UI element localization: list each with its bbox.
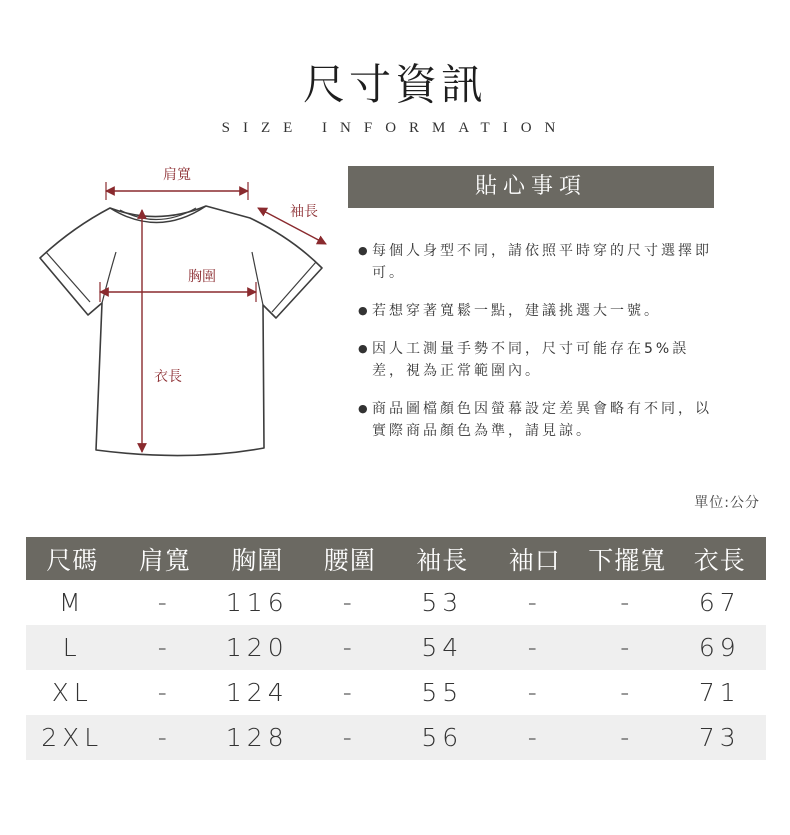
- table-header-row: [26, 537, 766, 580]
- column-header: 袖長: [396, 537, 489, 580]
- notice-item: ● 若想穿著寬鬆一點，建議挑選大一號。: [358, 300, 718, 322]
- table-cell: 55: [421, 678, 464, 707]
- notice-list: [358, 240, 718, 458]
- chest-label: 胸圍: [188, 269, 216, 285]
- table-cell: -: [489, 715, 582, 760]
- table-cell: -: [304, 625, 397, 670]
- bullet-icon: ●: [358, 402, 371, 415]
- column-header: 腰圍: [304, 537, 397, 580]
- column-header: 衣長: [674, 537, 767, 580]
- table-cell: -: [119, 715, 212, 760]
- table-cell: 124: [225, 678, 289, 707]
- table-cell: M: [58, 588, 86, 617]
- table-cell: 116: [225, 588, 289, 617]
- table-cell: -: [581, 715, 674, 760]
- table-row: [26, 670, 766, 715]
- column-header: 尺碼: [26, 537, 119, 580]
- shoulder-width-label: 肩寬: [163, 167, 191, 183]
- table-cell: 54: [396, 625, 489, 670]
- sleeve-length-label: 袖長: [290, 204, 318, 220]
- column-header: 下擺寬: [581, 537, 674, 580]
- table-row: [26, 715, 766, 760]
- table-cell: -: [489, 625, 582, 670]
- table-cell: 120: [211, 625, 304, 670]
- table-cell: -: [342, 588, 357, 617]
- table-cell: 71: [698, 678, 741, 707]
- column-header: 肩寬: [119, 537, 212, 580]
- body-length-label: 衣長: [154, 369, 182, 385]
- table-cell: 128: [211, 715, 304, 760]
- tshirt-measurement-diagram: [30, 160, 340, 470]
- table-cell: 69: [674, 625, 767, 670]
- table-cell: -: [581, 625, 674, 670]
- table-cell: 67: [698, 588, 741, 617]
- table-cell: -: [342, 678, 357, 707]
- bullet-icon: ●: [358, 342, 371, 355]
- table-row: [26, 580, 766, 625]
- tshirt-outline: [40, 206, 322, 456]
- table-cell: 53: [421, 588, 464, 617]
- table-cell: -: [620, 588, 635, 617]
- table-cell: XL: [51, 678, 93, 707]
- table-cell: -: [157, 588, 172, 617]
- size-table: [26, 537, 766, 760]
- table-cell: -: [620, 678, 635, 707]
- notice-item: ● 每個人身型不同，請依照平時穿的尺寸選擇即可。: [358, 240, 718, 284]
- page-subtitle: SIZE INFORMATION: [221, 120, 569, 136]
- table-cell: -: [157, 678, 172, 707]
- table-cell: -: [304, 715, 397, 760]
- table-cell: -: [527, 588, 542, 617]
- table-cell: L: [26, 625, 119, 670]
- table-row: [26, 625, 766, 670]
- bullet-icon: ●: [358, 304, 371, 317]
- table-cell: -: [119, 625, 212, 670]
- column-header: 袖口: [489, 537, 582, 580]
- table-cell: 73: [674, 715, 767, 760]
- unit-label: 單位:公分: [694, 495, 760, 511]
- table-cell: -: [527, 678, 542, 707]
- notice-item: ● 因人工測量手勢不同，尺寸可能存在5%誤差，視為正常範圍內。: [358, 338, 718, 382]
- notice-header: 貼心事項: [348, 166, 714, 208]
- bullet-icon: ●: [358, 244, 371, 257]
- column-header: 胸圍: [211, 537, 304, 580]
- table-cell: 56: [396, 715, 489, 760]
- notice-item: ● 商品圖檔顏色因螢幕設定差異會略有不同，以實際商品顏色為準，請見諒。: [358, 398, 718, 442]
- table-cell: 2XL: [26, 715, 119, 760]
- page-title: 尺寸資訊: [302, 60, 487, 109]
